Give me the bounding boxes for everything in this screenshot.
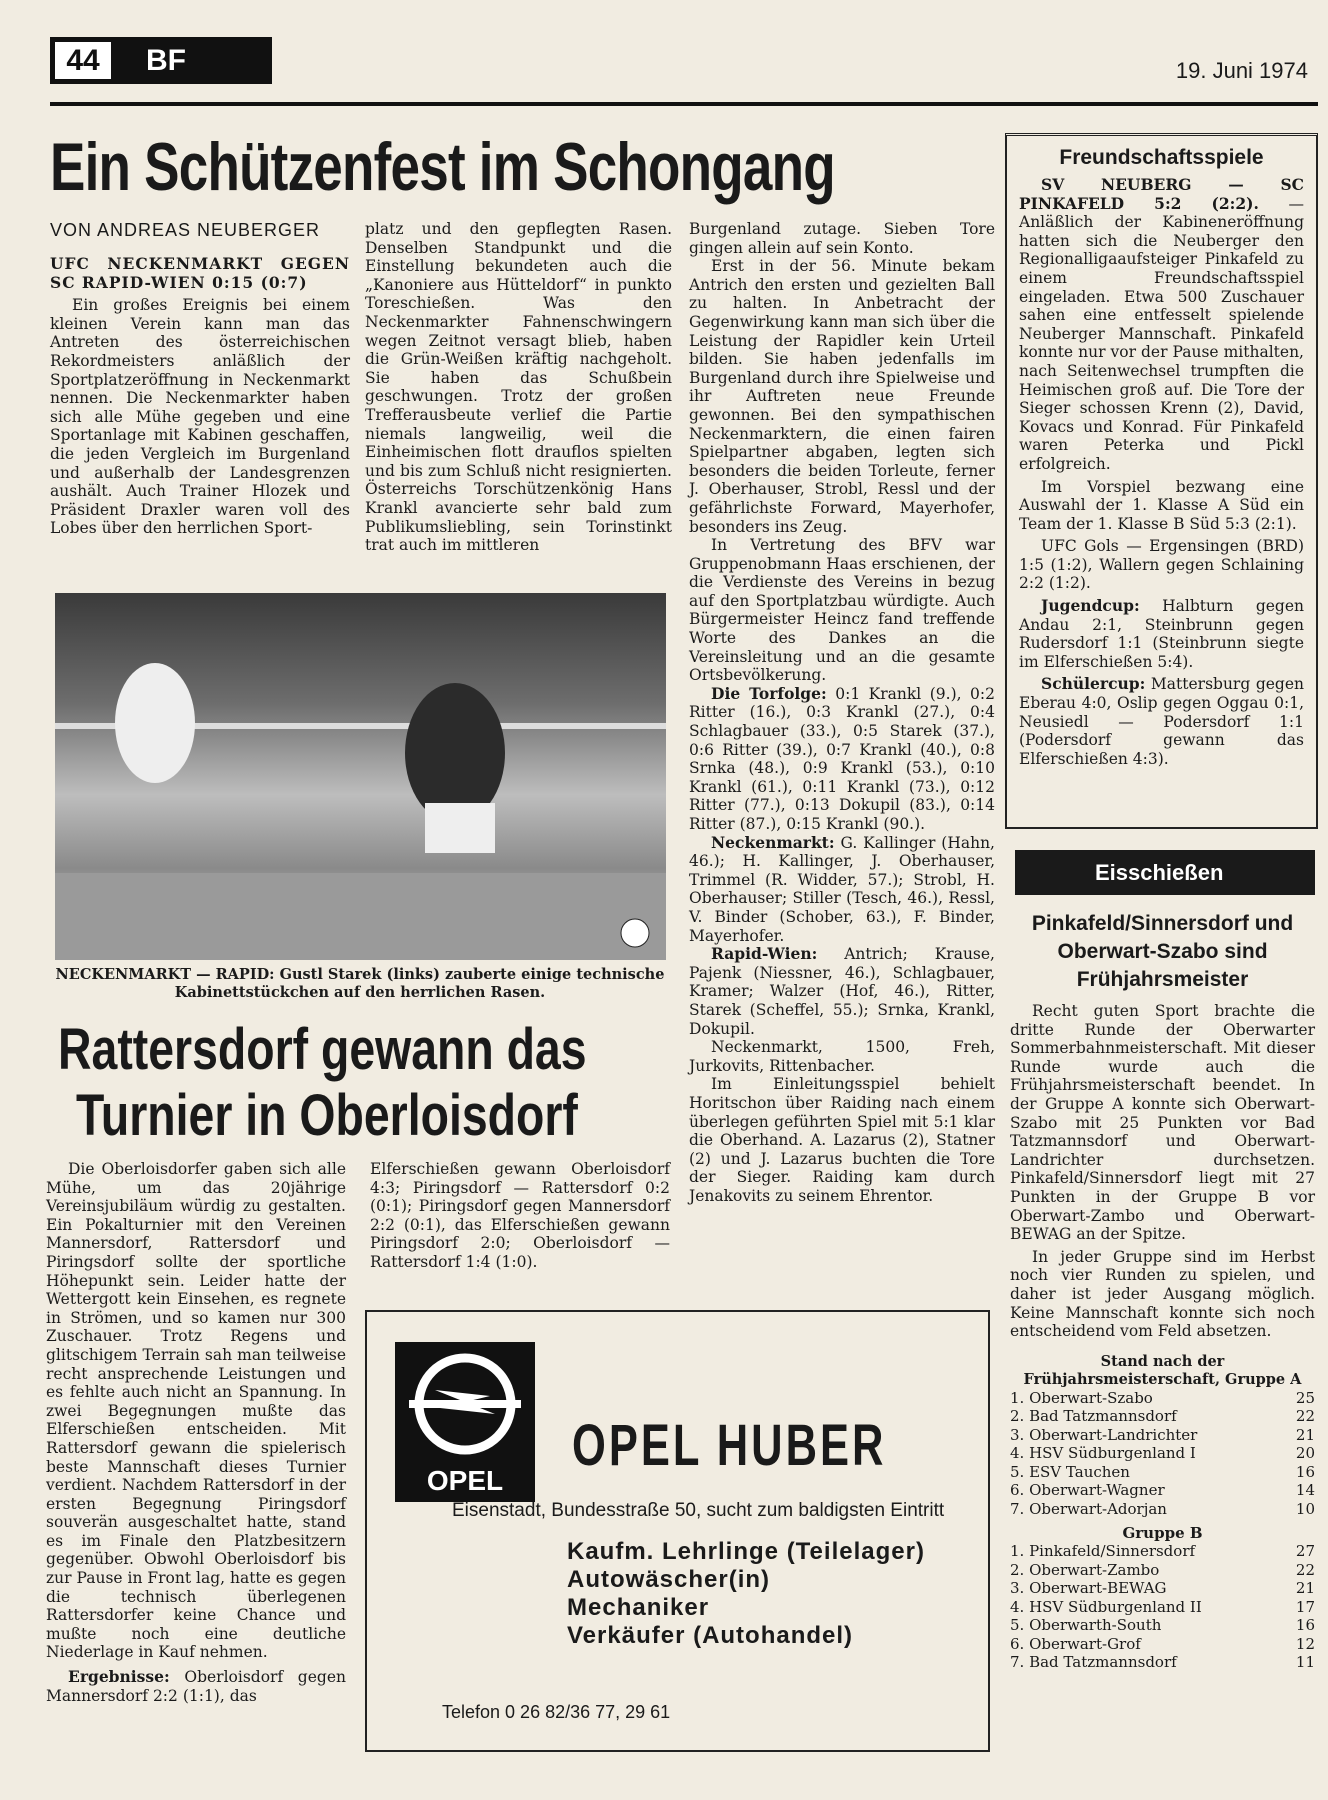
photo-caption: NECKENMARKT — RAPID: Gustl Starek (links) zauberte einige technische Kabinettstückchen auf den herrlichen Rasen. — [55, 966, 665, 1001]
standings-row — [1010, 1616, 1315, 1635]
opel-logo — [395, 1342, 535, 1502]
article-column-3 — [689, 220, 995, 1205]
standings-row — [1010, 1426, 1315, 1445]
paragraph: Halbturn gegen Andau 2:1, Steinbrunn gegen Rudersdorf 1:1 (Steinbrunn siegte im Elferschießen 5:4). — [1019, 597, 1304, 671]
ad-phone: Telefon 0 26 82/36 77, 29 61 — [442, 1702, 671, 1722]
article2-column-2 — [370, 1160, 670, 1272]
team-name: 3. Oberwart-BEWAG — [1010, 1579, 1167, 1598]
team-name: 7. Bad Tatzmannsdorf — [1010, 1653, 1177, 1672]
torfolge: 0:1 Krankl (9.), 0:2 Ritter (16.), 0:3 Krankl (27.), 0:4 Schlagbauer (33.), 0:5 Starek (37.), 0:6 Ritter (39.), 0:7 Krankl (40.), 0:8 Srnka (48.), 0:9 Krankl (53.), 0:10 Krankl (61.), 0:11 Krankl (73.), 0:12 Ritter (77.), 0:13 Dokupil (83.), 0:14 Ritter (87.), 0:15 Krankl (90.). — [689, 684, 995, 833]
torfolge-label: Die Torfolge: — [711, 683, 827, 703]
opel-lightning-icon — [395, 1342, 535, 1502]
team-name: 7. Oberwart-Adorjan — [1010, 1499, 1167, 1518]
team-name: 3. Oberwart-Landrichter — [1010, 1425, 1198, 1444]
team-points: 16 — [1295, 1616, 1315, 1635]
paragraph: Die Oberloisdorfer gaben sich alle Mühe, um das 20jährige Vereinsjubiläum würdig zu gestalten. Ein Pokalturnier mit den Vereinen Mannersdorf, Rattersdorf und Piringsdorf sollte der sportliche Höhepunkt sein. Leider hatte der Wettergott kein Einsehen, es regnete in Strömen, und so kamen nur 300 Zuschauer. Trotz Regens und glitschigem Terrain sah man teilweise recht ansprechende Leistungen und es fehlte auch nicht an Spannung. In zwei Begegnungen mußte das Elferschießen entscheiden. Mit Rattersdorf gewann die spielerisch beste Mannschaft dieses Turnier verdient. Nachdem Rattersdorf in der ersten Begegnung Piringsdorf souverän ausgeschaltet hatte, stand es im Finale den Platzbesitzern gegenüber. Obwohl Oberloisdorf bis zur Pause in Front lag, hatte es gegen die technisch überlegenen Rattersdorfer keine Chance und mußte noch eine deutliche Niederlage in Kauf nehmen. — [46, 1160, 346, 1662]
paragraph: Burgenland zutage. Sieben Tore gingen allein auf sein Konto. — [689, 220, 995, 257]
standings-row — [1010, 1407, 1315, 1426]
article2-column-1 — [46, 1160, 346, 1705]
headline-line: Rattersdorf gewann das — [58, 1017, 587, 1082]
paragraph: Elferschießen gewann Oberloisdorf 4:3; Piringsdorf — Rattersdorf 0:2 (0:1); Piringsdorf gegen Mannersdorf 2:2 (0:1), das Elferschießen gewann Piringsdorf 2:0; Oberloisdorf — Rattersdorf 1:4 (1:0). — [370, 1160, 670, 1271]
paragraph: — Anläßlich der Kabineneröffnung hatten sich die Neuberger den Regionalligaaufsteiger Pinkafeld zu einem Freundschaftsspiel eingeladen. Etwa 500 Zuschauer sahen eine entfesselt spielende Neuberger Mannschaft. Pinkafeld konnte nur vor der Pause mithalten, nach Seitenwechsel trumpften die Heimischen groß auf. Die Tore der Sieger schossen Krenn (2), David, Kovacs und Konrad. Für Pinkafeld waren Peterka und Pickl erfolgreich. — [1019, 194, 1304, 473]
team-points: 25 — [1295, 1388, 1315, 1407]
team-points: 21 — [1295, 1579, 1315, 1598]
neckenmarkt-label: Neckenmarkt: — [711, 832, 835, 852]
team-name: 4. HSV Südburgenland II — [1010, 1597, 1202, 1616]
sidebar-friendly-matches — [1005, 133, 1318, 829]
standings-title: Stand nach der Frühjahrsmeisterschaft, Gruppe A — [1023, 1352, 1302, 1388]
paragraph: Erst in der 56. Minute bekam Antrich den ersten und gezielten Ball zu halten. In Anbetracht der Gegenwirkung kann man sich über die Leistung der Rapidler kein Urteil bilden. Sie haben jedenfalls im Burgenland durch ihre Spielweise und ihr Auftreten neue Freunde gewonnen. Bei den sympathischen Neckenmarktern, die einen fairen Spielpartner abgaben, legten sich besonders die beiden Torleute, ferner J. Oberhauser, Strobl, Ressl und der gefährlichste Forward, Mayerhofer, besonders ins Zeug. — [689, 257, 995, 536]
job-item: Mechaniker — [567, 1594, 710, 1621]
rapid-lineup: Antrich; Krause, Pajenk (Niessner, 46.), Schlagbauer, Kramer; Walzer (Hof, 46.), Ritter, Starek (Scheffel, 55.); Srnka, Krankl, Dokupil. — [689, 945, 995, 1038]
paragraph: Mattersburg gegen Eberau 4:0, Oslip gegen Oggau 0:1, Neusiedl — Podersdorf 1:1 (Podersdorf gewann das Elferschießen 4:3). — [1019, 675, 1304, 768]
sidebar-title: Freundschaftsspiele — [1059, 146, 1264, 169]
article-column-2 — [365, 220, 672, 555]
team-points: 22 — [1295, 1407, 1315, 1426]
team-name: 6. Oberwart-Wagner — [1010, 1481, 1165, 1500]
team-name: 1. Pinkafeld/Sinnersdorf — [1010, 1542, 1196, 1561]
job-list — [567, 1538, 925, 1650]
ad-intro: Eisenstadt, Bundesstraße 50, sucht zum baldigsten Eintritt — [452, 1500, 945, 1521]
standings-row — [1010, 1653, 1315, 1672]
page-header-box — [50, 37, 272, 84]
article2-headline — [58, 1017, 719, 1149]
article-column-1 — [50, 220, 350, 538]
team-name: 6. Oberwart-Grof — [1010, 1634, 1141, 1653]
paragraph: Recht guten Sport brachte die dritte Runde der Oberwarter Sommerbahnmeisterschaft. Mit dieser Runde wurde auch die Frühjahrsmeisterschaft beendet. In der Gruppe A konnte sich Oberwart-Szabo mit 25 Punkten vor Bad Tatzmannsdorf und Oberwart-Landrichter durchsetzen. Pinkafeld/Sinnersdorf liegt mit 27 Punkten in der Gruppe B vor Oberwart-Zambo und Oberwart-BEWAG an der Spitze. — [1010, 1002, 1315, 1244]
team-name: 1. Oberwart-Szabo — [1010, 1388, 1153, 1407]
team-name: 2. Oberwart-Zambo — [1010, 1560, 1160, 1579]
paragraph: platz und den gepflegten Rasen. Denselben Standpunkt und die Einstellung bekundeten auch die „Kanoniere aus Hütteldorf“ in punkto Toreschießen. Was den Neckenmarkter Fahnenschwingern wegen Zeitnot versagt blieb, haben die Grün-Weißen kräftig nachgeholt. Sie haben das Schußbein geschwungen. Trotz der großen Trefferausbeute verlief die Partie niemals langweilig, weil die Einheimischen flott drauflos spielten und bis zum Schluß nicht resignierten. Österreichs Torschützenkönig Hans Krankl avancierte sehr bald zum Publikumsliebling, sein Torinstinkt trat auch im mittleren — [365, 220, 672, 555]
team-points: 22 — [1295, 1560, 1315, 1579]
standings-row — [1010, 1579, 1315, 1598]
team-points: 12 — [1295, 1634, 1315, 1653]
byline: VON ANDREAS NEUBERGER — [50, 220, 321, 240]
standings-row — [1010, 1542, 1315, 1561]
opel-huber-advertisement — [365, 1310, 990, 1752]
team-points: 16 — [1295, 1462, 1315, 1481]
paragraph: Im Einleitungsspiel behielt Horitschon über Raiding nach einem überlegen geführten Spiel mit 5:1 klar die Oberhand. A. Lazarus (2), Statner (2) und J. Lazarus buchten die Tore der Sieger. Raiding kam durch Jenakovits zu seinem Ehrentor. — [689, 1075, 995, 1205]
paragraph: In Vertretung des BFV war Gruppenobmann Haas erschienen, der die Verdienste des Vereins in bezug auf den Sportplatzbau würdigte. Auch Bürgermeister Heincz fand treffende Worte des Dankes an die Vereinsleitung und an die gesamte Ortsbevölkerung. — [689, 536, 995, 685]
headline-line: Turnier in Oberloisdorf — [76, 1083, 578, 1148]
standings-row — [1010, 1444, 1315, 1463]
ergebnisse-label: Ergebnisse: — [68, 1667, 170, 1687]
eisschiessen-headline: Pinkafeld/Sinnersdorf und Oberwart-Szabo sind Frühjahrsmeister — [1031, 912, 1294, 991]
page-number: 44 — [52, 39, 114, 82]
team-points: 21 — [1295, 1425, 1315, 1444]
issue-date: 19. Juni 1974 — [1175, 58, 1308, 83]
standings-row — [1010, 1561, 1315, 1580]
standings-row — [1010, 1598, 1315, 1617]
team-points: 27 — [1295, 1542, 1315, 1561]
match-photo — [55, 593, 666, 960]
standings-row — [1010, 1389, 1315, 1408]
section-label: BF — [146, 43, 186, 77]
article-subhead: UFC NECKENMARKT GEGEN SC RAPID-WIEN 0:15 (0:7) — [50, 254, 350, 292]
eisschiessen-article — [1010, 910, 1315, 1672]
rapid-label: Rapid-Wien: — [711, 944, 818, 964]
team-points: 10 — [1295, 1499, 1315, 1518]
eisschiessen-band: Eisschießen — [1015, 850, 1315, 895]
team-points: 17 — [1295, 1597, 1315, 1616]
standings-row — [1010, 1635, 1315, 1654]
paragraph: Ein großes Ereignis bei einem kleinen Verein kann man das Antreten des österreichischen Rekordmeisters anläßlich der Sportplatzeröffnung in Neckenmarkt nennen. Die Neckenmarkter haben sich alle Mühe gegeben und eine Sportanlage mit Kabinen geschaffen, die jeden Vergleich im Burgenland und außerhalb der Landesgrenzen aushält. Auch Trainer Hlozek und Präsident Draxler waren voll des Lobes über den herrlichen Sport- — [50, 296, 350, 538]
paragraph: In jeder Gruppe sind im Herbst noch vier Runden zu spielen, und daher ist jeder Ausgang möglich. Keine Mannschaft konnte sich noch entscheidend vom Feld absetzen. — [1010, 1247, 1315, 1341]
team-name: 4. HSV Südburgenland I — [1010, 1444, 1196, 1463]
team-points: 14 — [1295, 1481, 1315, 1500]
job-item: Kaufm. Lehrlinge (Teilelager) — [567, 1538, 925, 1565]
job-item: Verkäufer (Autohandel) — [567, 1622, 854, 1649]
header-rule — [50, 102, 1318, 106]
team-name: 5. Oberwarth-South — [1010, 1616, 1162, 1635]
article-headline: Ein Schützenfest im Schongang — [50, 129, 835, 205]
jugendcup-label: Jugendcup: — [1041, 596, 1140, 616]
standings-row — [1010, 1500, 1315, 1519]
standings-row — [1010, 1481, 1315, 1500]
photo-illustration — [55, 593, 666, 960]
neckenmarkt-lineup: G. Kallinger (Hahn, 46.); H. Kallinger, J. Oberhauser, Trimmel (R. Widder, 57.); Strobl, H. Oberhauser; Stiller (Tesch, 46.), Ressl, V. Binder (Schober, 63.), F. Binder, Mayerhofer. — [689, 833, 995, 945]
standings-group-b — [1010, 1542, 1315, 1672]
paragraph: Neckenmarkt, 1500, Freh, Jurkovits, Rittenbacher. — [689, 1038, 995, 1075]
schuelercup-label: Schülercup: — [1041, 674, 1146, 694]
team-name: 2. Bad Tatzmannsdorf — [1010, 1407, 1177, 1426]
team-name: 5. ESV Tauchen — [1010, 1462, 1130, 1481]
paragraph: UFC Gols — Ergensingen (BRD) 1:5 (1:2), Wallern gegen Schlaining 2:2 (1:2). — [1019, 537, 1304, 593]
opel-logo-text: OPEL — [426, 1465, 504, 1496]
standings-group-a — [1010, 1389, 1315, 1519]
group-b-title: Gruppe B — [1122, 1524, 1203, 1543]
job-item: Autowäscher(in) — [567, 1566, 771, 1593]
ergebnisse: Oberloisdorf gegen Mannersdorf 2:2 (1:1), das — [46, 1668, 346, 1705]
lead-result: SV NEUBERG — SC PINKAFELD 5:2 (2:2). — [1019, 175, 1304, 213]
team-points: 11 — [1295, 1653, 1315, 1672]
standings-row — [1010, 1463, 1315, 1482]
paragraph: Im Vorspiel bezwang eine Auswahl der 1. Klasse A Süd ein Team der 1. Klasse B Süd 5:3 (2:1). — [1019, 477, 1304, 533]
company-name: OPEL HUBER — [572, 1413, 887, 1478]
team-points: 20 — [1295, 1444, 1315, 1463]
